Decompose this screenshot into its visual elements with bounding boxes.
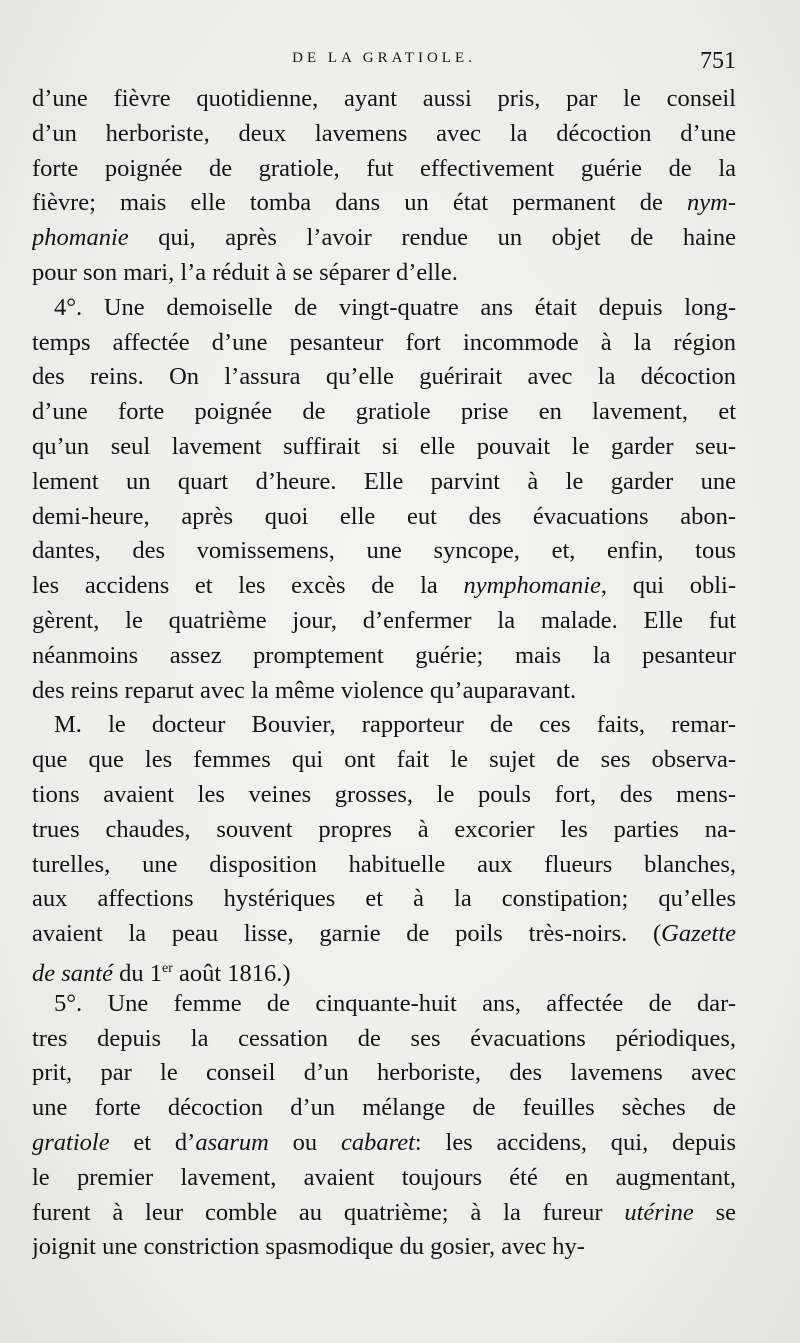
text-line: M. le docteur Bouvier, rapporteur de ces faits, remar- (54, 711, 736, 739)
page-number: 751 (700, 48, 736, 74)
text-line: tres depuis la cessation de ses évacuations périodiques, (32, 1024, 736, 1052)
body-text (32, 82, 736, 1265)
text-line: le premier lavement, avaient toujours été en augmentant, (32, 1163, 736, 1191)
text-line: temps affectée d’une pesanteur fort incommode à la région (32, 328, 736, 356)
text-line: les accidens et les excès de la nymphomanie, qui obli- (32, 572, 736, 600)
text-line: furent à leur comble au quatrième; à la fureur utérine se (32, 1198, 736, 1226)
text-line: des reins. On l’assura qu’elle guérirait avec la décoction (32, 363, 736, 391)
text-line: qu’un seul lavement suffirait si elle pouvait le garder seu- (32, 432, 736, 460)
text-line: prit, par le conseil d’un herboriste, des lavemens avec (32, 1059, 736, 1087)
text-line: demi-heure, après quoi elle eut des évacuations abon- (32, 502, 736, 530)
text-line: aux affections hystériques et à la constipation; qu’elles (32, 885, 736, 913)
text-line: 4°. Une demoiselle de vingt-quatre ans était depuis long- (54, 293, 736, 321)
text-line: 5°. Une femme de cinquante-huit ans, affectée de dar- (54, 989, 736, 1017)
text-line: d’un herboriste, deux lavemens avec la décoction d’une (32, 119, 736, 147)
text-line: gratiole et d’asarum ou cabaret: les accidens, qui, depuis (32, 1128, 736, 1156)
text-line: lement un quart d’heure. Elle parvint à le garder une (32, 467, 736, 495)
page-header (32, 48, 736, 82)
text-line: tions avaient les veines grosses, le pouls fort, des mens- (32, 780, 736, 808)
text-line: forte poignée de gratiole, fut effectivement guérie de la (32, 154, 736, 182)
text-line: trues chaudes, souvent propres à excorier les parties na- (32, 815, 736, 843)
text-line: de santé du 1er août 1816.) (32, 960, 291, 987)
text-line: fièvre; mais elle tomba dans un état permanent de nym- (32, 189, 736, 217)
text-line: avaient la peau lisse, garnie de poils très-noirs. (Gazette (32, 920, 736, 948)
text-line: une forte décoction d’un mélange de feuilles sèches de (32, 1094, 736, 1122)
text-line: dantes, des vomissemens, une syncope, et, enfin, tous (32, 537, 736, 565)
text-line: joignit une constriction spasmodique du gosier, avec hy- (32, 1233, 585, 1261)
text-line: gèrent, le quatrième jour, d’enfermer la malade. Elle fut (32, 606, 736, 634)
text-line: d’une forte poignée de gratiole prise en lavement, et (32, 398, 736, 426)
text-line: d’une fièvre quotidienne, ayant aussi pris, par le conseil (32, 85, 736, 112)
text-line: pour son mari, l’a réduit à se séparer d’elle. (32, 258, 458, 286)
text-line: des reins reparut avec la même violence qu’auparavant. (32, 676, 577, 704)
running-head: DE LA GRATIOLE. (292, 50, 476, 66)
text-line: néanmoins assez promptement guérie; mais la pesanteur (32, 641, 736, 669)
text-line: phomanie qui, après l’avoir rendue un objet de haine (32, 224, 736, 252)
text-line: turelles, une disposition habituelle aux flueurs blanches, (32, 850, 736, 878)
text-line: que que les femmes qui ont fait le sujet de ses observa- (32, 746, 736, 774)
